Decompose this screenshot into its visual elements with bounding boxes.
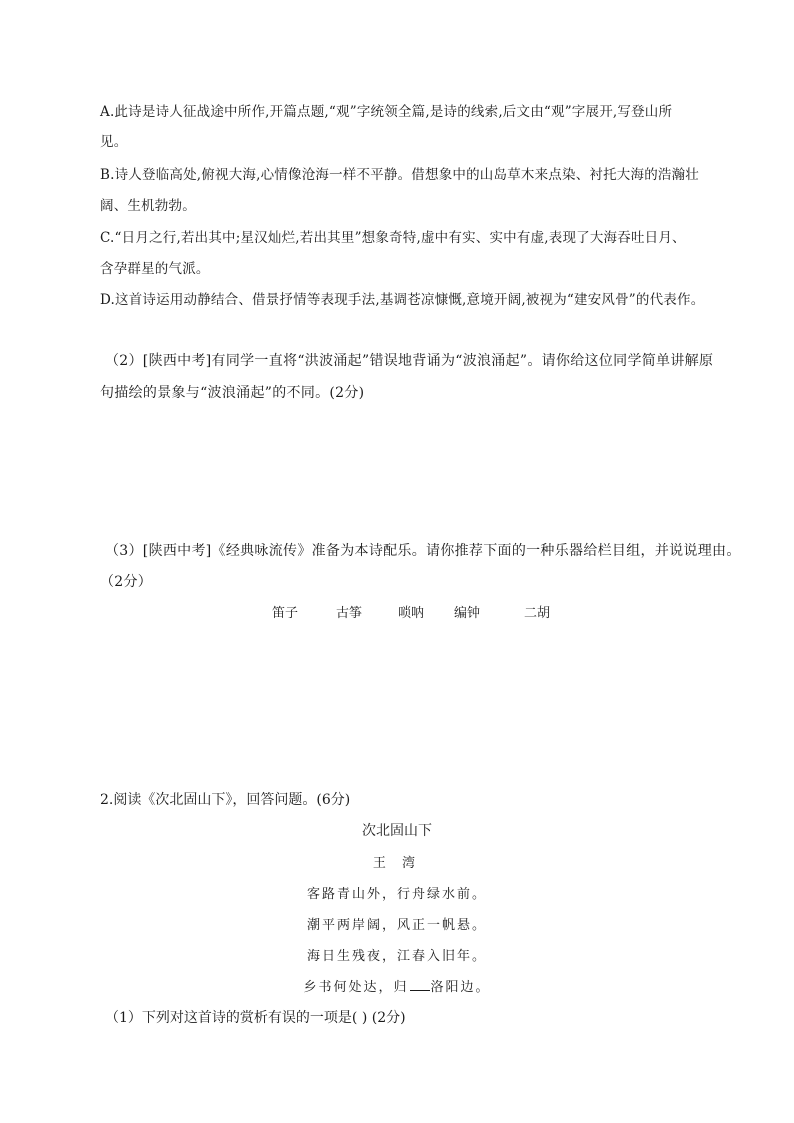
question-2-line-2: 句描绘的景象与“波浪涌起”的不同。(2分) xyxy=(100,385,365,401)
instrument-item: 古筝 xyxy=(336,606,363,621)
instrument-item: 编钟 xyxy=(454,606,481,621)
option-d-line-1: D.这首诗运用动静结合、借景抒情等表现手法,基调苍凉慷慨,意境开阔,被视为“建安风骨”的代表作。 xyxy=(100,292,705,308)
poem-line-2: 潮平两岸阔，风正一帆悬。 xyxy=(306,918,487,933)
instrument-item: 唢呐 xyxy=(398,606,425,621)
option-c-line-1: C.“日月之行,若出其中;星汉灿烂,若出其里”想象奇特,虚中有实、实中有虚,表现了大海吞吐日月、 xyxy=(100,230,686,246)
poem-title: 次北固山下 xyxy=(362,823,432,839)
instrument-item: 笛子 xyxy=(272,606,299,621)
poem-line-3: 海日生残夜，江春入旧年。 xyxy=(306,949,487,964)
option-b-line-1: B.诗人登临高处,俯视大海,心情像沧海一样不平静。借想象中的山岛草木来点染、衬托大海的浩瀚壮 xyxy=(100,167,699,183)
option-b-line-2: 阔、生机勃勃。 xyxy=(100,198,196,214)
poem-line-4-end: 洛阳边。 xyxy=(430,980,491,995)
poem-author: 王 湾 xyxy=(372,856,422,871)
poem-line-4 xyxy=(0,976,794,995)
instrument-item: 二胡 xyxy=(524,606,551,621)
question-3-line-2: （2分） xyxy=(100,574,153,590)
option-a-line-2: 见。 xyxy=(100,134,128,150)
poem-line-1: 客路青山外，行舟绿水前。 xyxy=(306,887,487,902)
question-3-line-1: （3）[陕西中考]《经典咏流传》准备为本诗配乐。请你推荐下面的一种乐器给栏目组，并说说理由。 xyxy=(105,543,741,559)
sub-question-1: （1）下列对这首诗的赏析有误的一项是( ) (2分) xyxy=(105,1010,406,1026)
section-2-prompt: 2.阅读《次北固山下》，回答问题。(6分) xyxy=(100,792,351,808)
fill-in-blank[interactable] xyxy=(410,976,430,991)
question-2-line-1: （2）[陕西中考]有同学一直将“洪波涌起”错误地背诵为“波浪涌起”。请你给这位同学简单讲解原 xyxy=(105,353,714,369)
option-a-line-1: A.此诗是诗人征战途中所作,开篇点题,“观”字统领全篇,是诗的线索,后文由“观”字展开,写登山所 xyxy=(100,104,673,120)
poem-line-4-start: 乡书何处达，归 xyxy=(303,980,409,995)
option-c-line-2: 含孕群星的气派。 xyxy=(100,261,210,277)
